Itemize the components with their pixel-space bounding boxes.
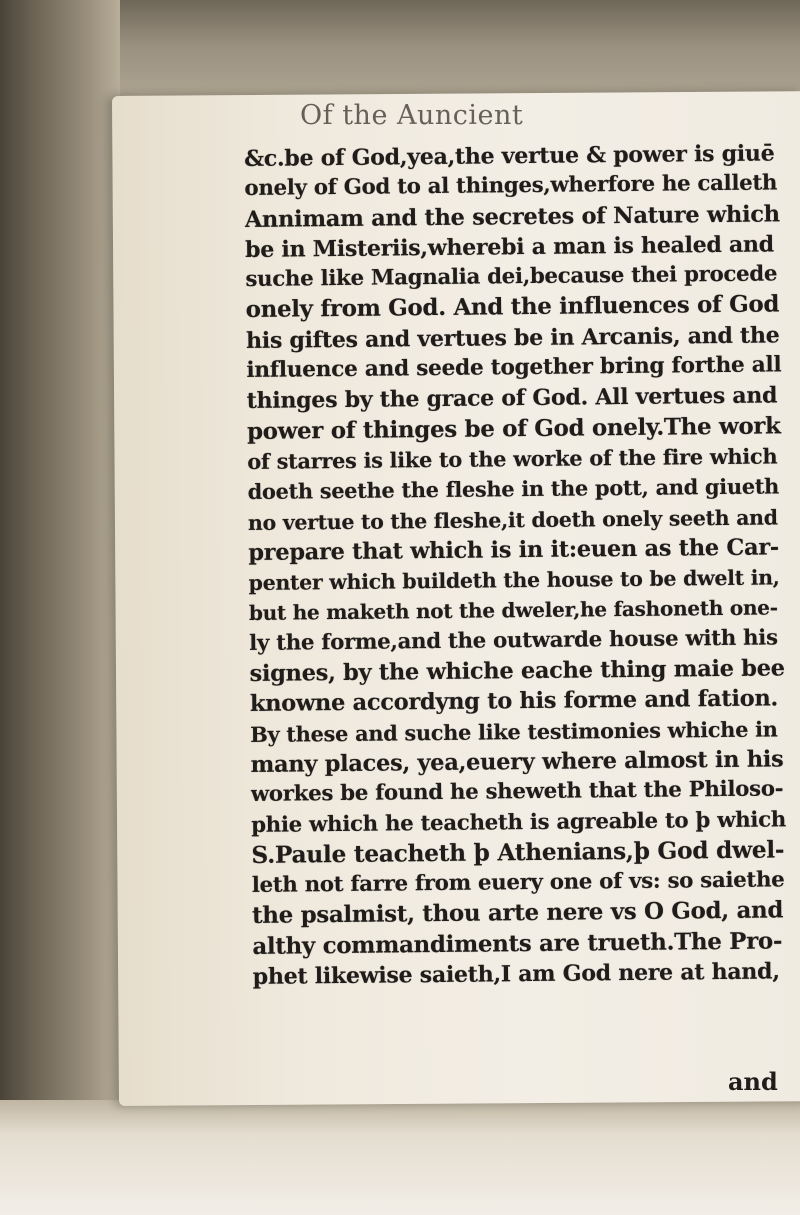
- text-line: the psalmist, thou arte nere vs O God, and: [251, 896, 784, 930]
- text-line: no vertue to the fleshe,it doeth onely seeth and: [247, 504, 778, 535]
- book-gutter: [0, 0, 120, 1100]
- text-line: ly the forme,and the outwarde house with his: [249, 625, 778, 656]
- text-line: knowne accordyng to his forme and fation.: [249, 685, 779, 718]
- catchword: and: [728, 1067, 778, 1096]
- text-line: suche like Magnalia dei,because thei procede: [245, 261, 778, 293]
- text-line: Annimam and the secretes of Nature which: [244, 200, 780, 233]
- text-line: his giftes and vertues be in Arcanis, and the: [245, 322, 780, 354]
- body-text: [244, 138, 788, 992]
- text-line: workes be found he sheweth that the Philoso-: [250, 776, 784, 808]
- text-line: penter which buildeth the house to be dwelt in,: [248, 565, 780, 596]
- text-line: but he maketh not the dweler,he fashoneth one-: [248, 595, 778, 626]
- text-line: By these and suche like testimonies whiche in: [250, 716, 778, 747]
- text-line: of starres is like to the worke of the fire which: [247, 443, 778, 474]
- text-line: doeth seethe the fleshe in the pott, and giueth: [247, 473, 780, 505]
- text-line: S.Paule teacheth þ Athenians,þ God dwel-: [251, 836, 785, 869]
- text-line: onely of God to al thinges,wherfore he calleth: [244, 170, 778, 202]
- text-line: althy commandiments are trueth.The Pro-: [252, 927, 783, 960]
- text-line: signes, by the whiche eache thing maie bee: [249, 655, 785, 688]
- text-line: influence and seede together bring forthe all: [246, 352, 782, 384]
- text-line: leth not farre from euery one of vs: so saiethe: [251, 867, 785, 899]
- text-line: &c.be of God,yea,the vertue & power is giuē: [244, 140, 775, 172]
- text-line: many places, yea,euery where almost in his: [250, 746, 784, 778]
- text-line: phet likewise saieth,I am God nere at hand,: [252, 958, 780, 990]
- text-line: prepare that which is in it:euen as the Car-: [248, 534, 780, 566]
- bottom-margin: [0, 1100, 800, 1215]
- text-line: be in Misteriis,wherebi a man is healed and: [244, 231, 774, 263]
- text-line: phie which he teacheth is agreable to þ which: [251, 806, 787, 838]
- running-header: Of the Auncient: [300, 100, 524, 131]
- text-line: onely from God. And the influences of God: [245, 290, 780, 324]
- text-line: power of thinges be of God onely.The work: [246, 412, 781, 445]
- text-line: thinges by the grace of God. All vertues and: [246, 382, 778, 415]
